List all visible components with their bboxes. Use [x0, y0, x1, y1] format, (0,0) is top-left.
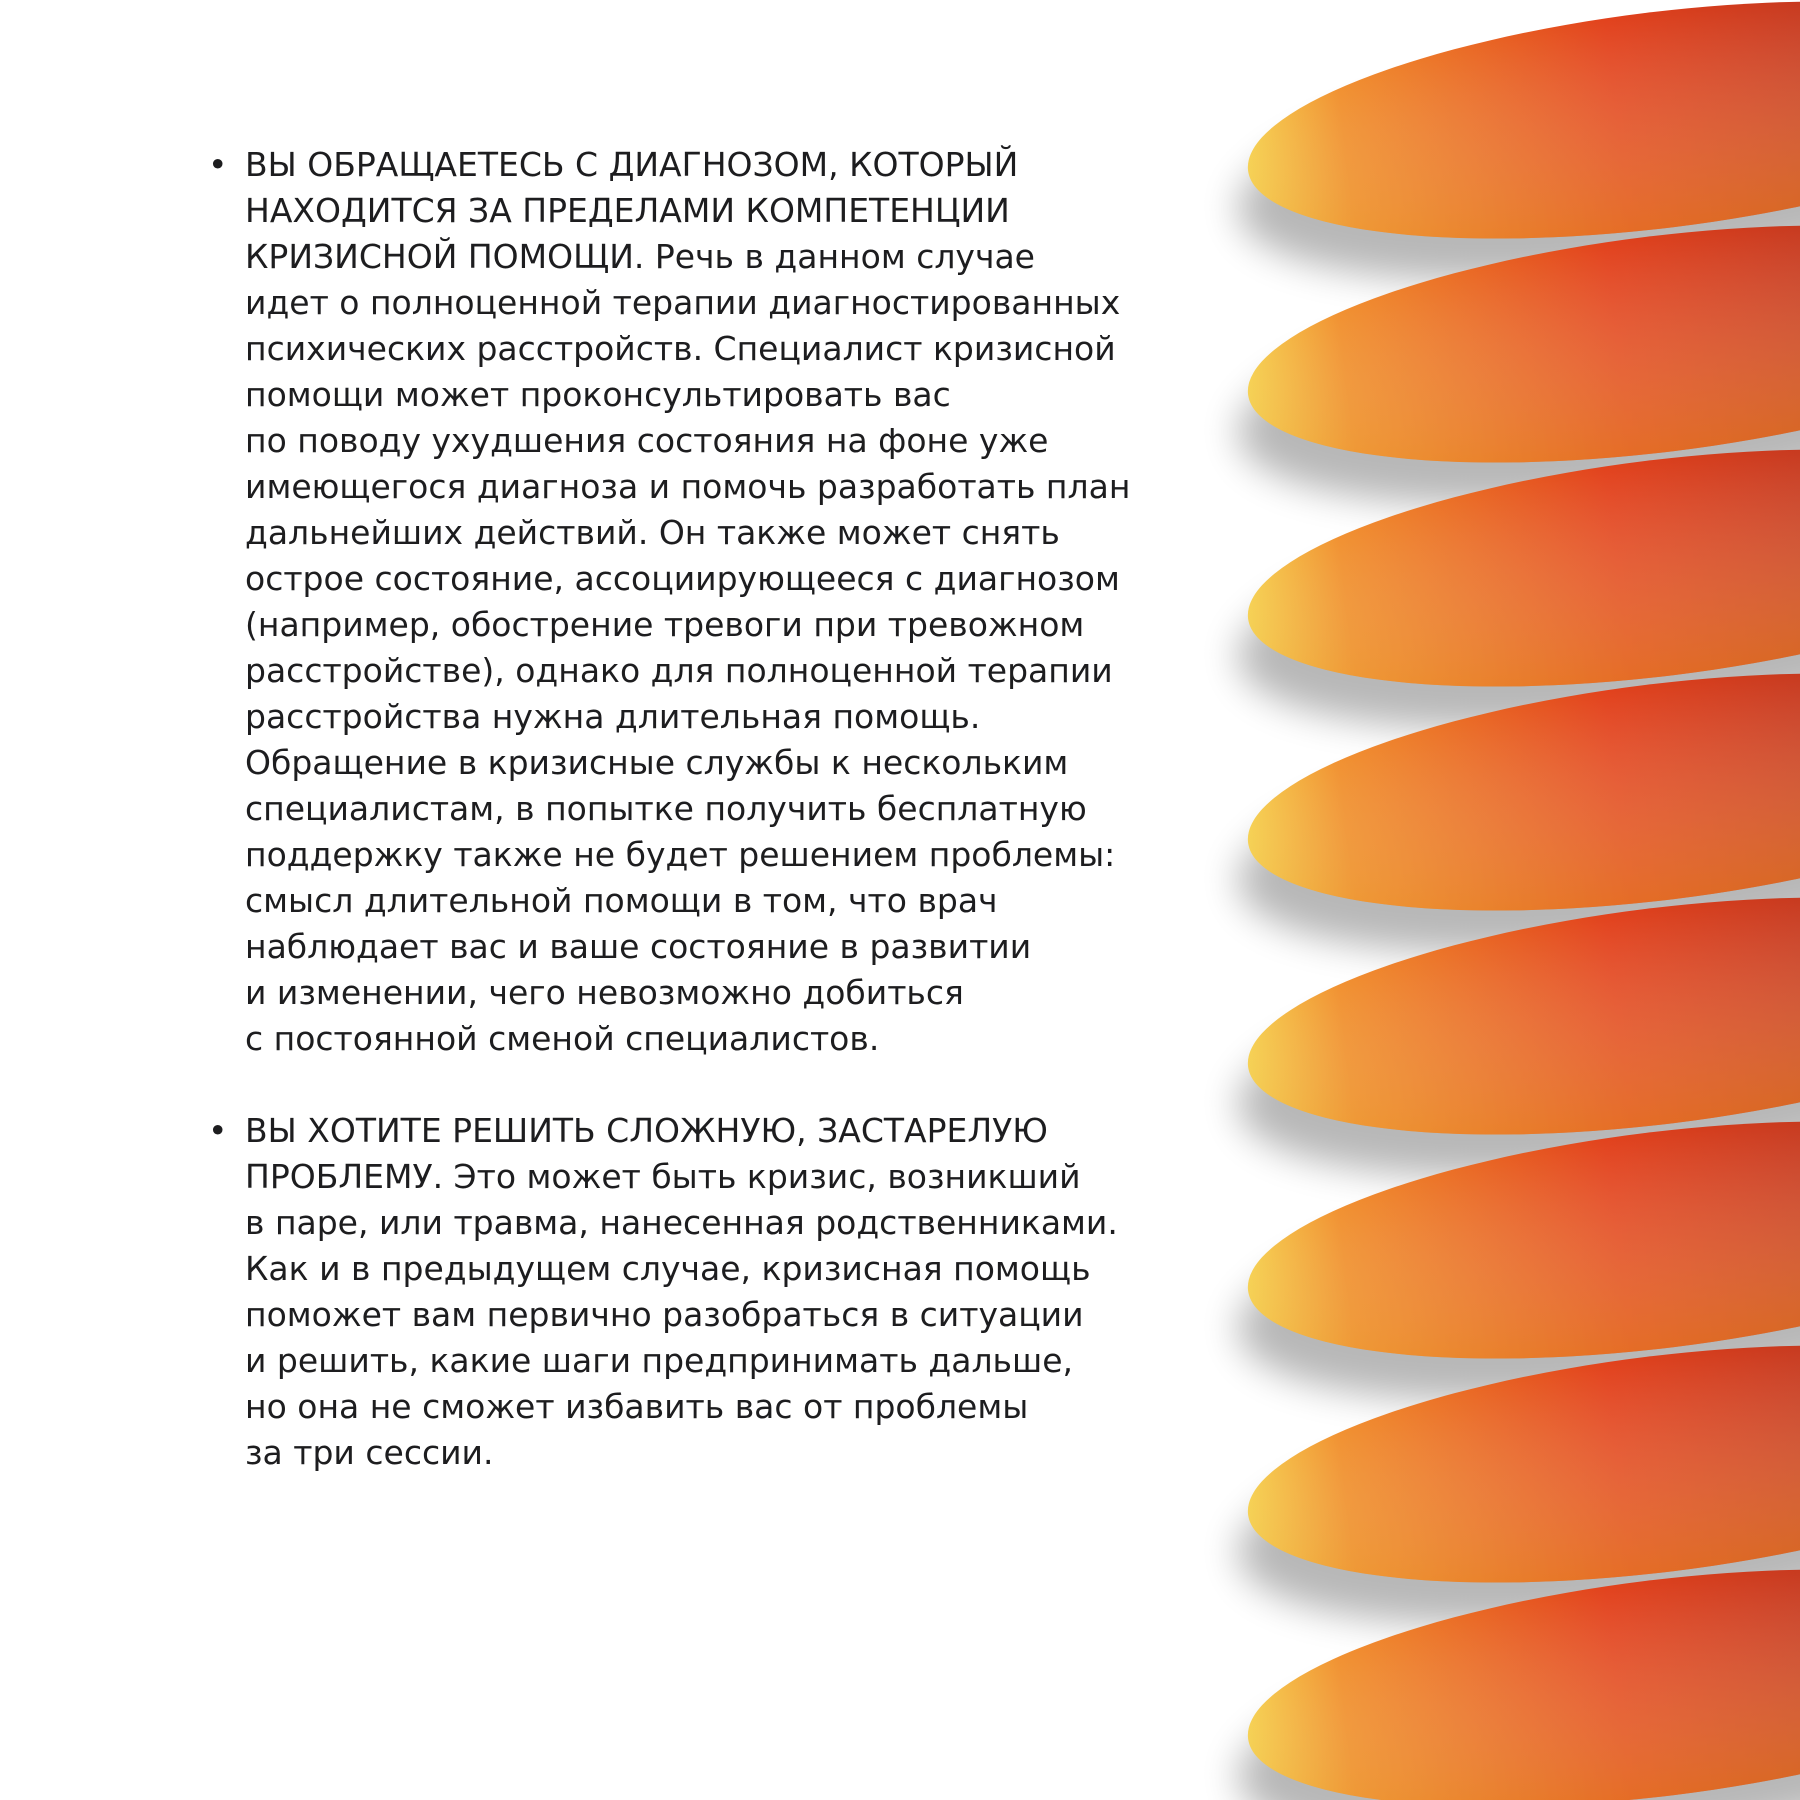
- text-line: специалистам, в попытке получить бесплатную: [245, 789, 1087, 828]
- text-line: и решить, какие шаги предпринимать дальше,: [245, 1341, 1073, 1380]
- text-line: ВЫ ХОТИТЕ РЕШИТЬ СЛОЖНУЮ, ЗАСТАРЕЛУЮ: [245, 1111, 1048, 1150]
- text-line: КРИЗИСНОЙ ПОМОЩИ. Речь в данном случае: [245, 237, 1035, 276]
- text-line: НАХОДИТСЯ ЗА ПРЕДЕЛАМИ КОМПЕТЕНЦИИ: [245, 191, 1010, 230]
- text-line: в паре, или травма, нанесенная родственниками.: [245, 1203, 1118, 1242]
- text-line: дальнейших действий. Он также может снять: [245, 513, 1060, 552]
- text-line: помощи может проконсультировать вас: [245, 375, 951, 414]
- text-line: психических расстройств. Специалист кризисной: [245, 329, 1116, 368]
- text-line: Обращение в кризисные службы к нескольким: [245, 743, 1069, 782]
- text-line: поддержку также не будет решением проблемы:: [245, 835, 1116, 874]
- text-line: и изменении, чего невозможно добиться: [245, 973, 964, 1012]
- text-line: Как и в предыдущем случае, кризисная помощь: [245, 1249, 1091, 1288]
- text-line: по поводу ухудшения состояния на фоне уже: [245, 421, 1049, 460]
- text-line: наблюдает вас и ваше состояние в развитии: [245, 927, 1032, 966]
- text-line: но она не сможет избавить вас от проблемы: [245, 1387, 1029, 1426]
- list-item-diagnosis: [208, 142, 1208, 1062]
- text-line: смысл длительной помощи в том, что врач: [245, 881, 998, 920]
- text-content: [208, 142, 1208, 1522]
- text-line: идет о полноценной терапии диагностированных: [245, 283, 1121, 322]
- text-line: поможет вам первично разобраться в ситуации: [245, 1295, 1084, 1334]
- text-line: ВЫ ОБРАЩАЕТЕСЬ С ДИАГНОЗОМ, КОТОРЫЙ: [245, 145, 1019, 184]
- text-line: имеющегося диагноза и помочь разработать план: [245, 467, 1131, 506]
- bullet-icon: •: [208, 1111, 228, 1150]
- text-line: ПРОБЛЕМУ. Это может быть кризис, возникший: [245, 1157, 1081, 1196]
- text-line: острое состояние, ассоциирующееся с диагнозом: [245, 559, 1120, 598]
- text-line: расстройства нужна длительная помощь.: [245, 697, 981, 736]
- list-item-chronic-problem: [208, 1108, 1208, 1476]
- bullet-icon: •: [208, 145, 228, 184]
- text-line: за три сессии.: [245, 1433, 494, 1472]
- text-line: с постоянной сменой специалистов.: [245, 1019, 880, 1058]
- text-line: расстройстве), однако для полноценной терапии: [245, 651, 1113, 690]
- text-line: (например, обострение тревоги при тревожном: [245, 605, 1085, 644]
